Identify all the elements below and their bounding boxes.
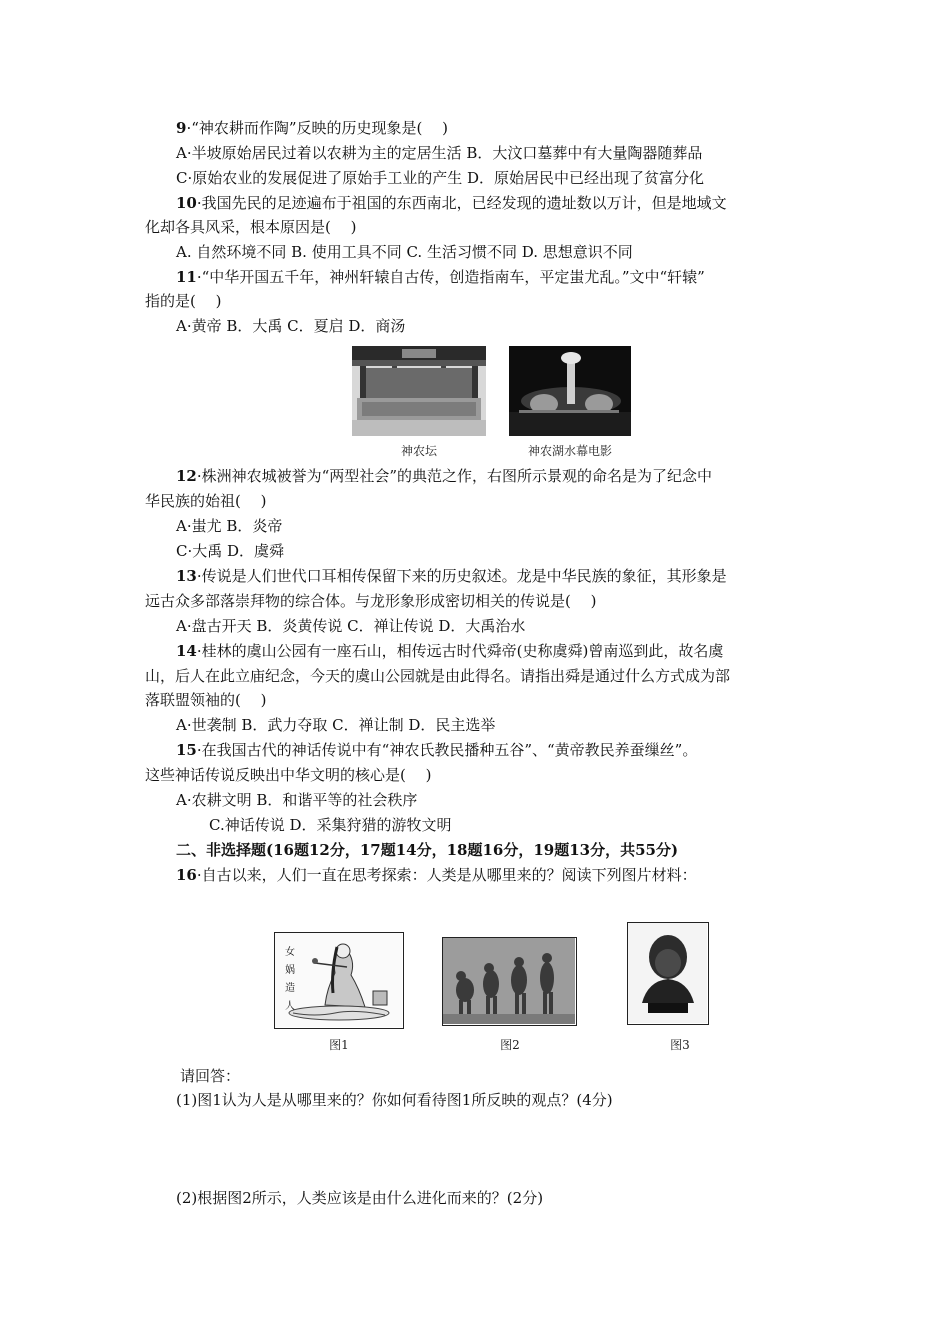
question-16-stem (176, 865, 697, 885)
question-11-stem (176, 267, 705, 287)
fig1-text-char-1: 女 (285, 947, 295, 958)
question-9-options-2: C·原始农业的发展促进了原始手工业的产生 D．原始居民中已经出现了贫富分化 (176, 169, 705, 187)
nuwa-creating-humans-figure (274, 932, 404, 1029)
question-text: ·“神农耕而作陶”反映的历史现象是( ) (186, 119, 449, 137)
question-12-options-2: C·大禹 D．虞舜 (176, 542, 285, 560)
question-text: ·自古以来，人们一直在思考探索：人类是从哪里来的？阅读下列图片材料： (196, 866, 697, 884)
shennong-altar-caption: 神农坛 (400, 444, 437, 458)
question-text: ·我国先民的足迹遍布于祖国的东西南北，已经发现的遗址数以万计，但是地域文 (196, 194, 727, 212)
fig1-text-char-3: 造 (285, 983, 295, 994)
water-screen-caption: 神农湖水幕电影 (527, 444, 612, 458)
question-9-stem (176, 118, 448, 138)
question-9-options-1: A·半坡原始居民过着以农耕为主的定居生活 B．大汶口墓葬中有大量陶器随葬品 (176, 144, 703, 162)
question-number: 10 (176, 194, 197, 212)
shennong-lake-water-screen-photo (509, 346, 631, 436)
question-number: 9 (176, 119, 187, 137)
question-13-stem (176, 566, 727, 586)
question-14-stem-cont: 山，后人在此立庙纪念，今天的虞山公园就是由此得名。请指出舜是通过什么方式成为部 (145, 667, 731, 685)
question-number: 11 (176, 268, 197, 286)
shennong-altar-photo (352, 346, 486, 436)
fig1-text-char-4: 人 (285, 1001, 295, 1012)
figure-1-caption: 图1 (329, 1038, 349, 1052)
answer-prompt: 请回答： (180, 1067, 241, 1085)
question-number: 13 (176, 567, 197, 585)
question-10-stem-cont: 化却各具风采，根本原因是( ) (145, 218, 357, 236)
question-12-stem-cont: 华民族的始祖( ) (145, 492, 267, 510)
question-number: 12 (176, 467, 197, 485)
question-text: ·在我国古代的神话传说中有“神农氏教民播种五谷”、“黄帝教民养蚕缫丝”。 (196, 741, 698, 759)
question-13-options: A·盘古开天 B．炎黄传说 C．禅让传说 D．大禹治水 (176, 617, 526, 635)
question-12-stem (176, 466, 712, 486)
question-10-stem (176, 193, 727, 213)
figure-2-caption: 图2 (500, 1038, 520, 1052)
question-15-stem-cont: 这些神话传说反映出中华文明的核心是( ) (145, 766, 432, 784)
human-evolution-figure (442, 937, 577, 1026)
section-2-heading: 二、非选择题(16题12分，17题14分，18题16分，19题13分，共55分) (176, 841, 679, 859)
question-15-options-2: C.神话传说 D．采集狩猎的游牧文明 (209, 816, 452, 834)
question-10-options: A. 自然环境不同 B. 使用工具不同 C. 生活习惯不同 D. 思想意识不同 (176, 243, 633, 261)
fig1-text-char-2: 娲 (285, 965, 295, 976)
question-11-options: A·黄帝 B．大禹 C．夏启 D．商汤 (176, 317, 406, 335)
question-14-stem (176, 641, 723, 661)
question-14-stem-cont-2: 落联盟领袖的( ) (145, 691, 267, 709)
question-text: ·桂林的虞山公园有一座石山，相传远古时代舜帝(史称虞舜)曾南巡到此，故名虞 (196, 642, 724, 660)
question-12-options-1: A·蚩尤 B．炎帝 (176, 517, 283, 535)
question-14-options: A·世袭制 B．武力夺取 C．禅让制 D．民主选举 (176, 716, 496, 734)
question-11-stem-cont: 指的是( ) (145, 292, 222, 310)
question-number: 14 (176, 642, 197, 660)
question-number: 15 (176, 741, 197, 759)
ancient-human-bust-figure (627, 922, 709, 1025)
sub-question-2: (2)根据图2所示，人类应该是由什么进化而来的？(2分) (176, 1189, 544, 1207)
question-text: ·传说是人们世代口耳相传保留下来的历史叙述。龙是中华民族的象征，其形象是 (196, 567, 727, 585)
figure-3-caption: 图3 (670, 1038, 690, 1052)
sub-question-1: (1)图1认为人是从哪里来的？你如何看待图1所反映的观点？(4分) (176, 1091, 613, 1109)
question-text: ·株洲神农城被誉为“两型社会”的典范之作，右图所示景观的命名是为了纪念中 (196, 467, 712, 485)
question-text: ·“中华开国五千年，神州轩辕自古传，创造指南车，平定蚩尤乱。”文中“轩辕” (196, 268, 705, 286)
question-number: 16 (176, 866, 197, 884)
question-15-stem (176, 740, 697, 760)
question-13-stem-cont: 远古众多部落崇拜物的综合体。与龙形象形成密切相关的传说是( ) (145, 592, 597, 610)
question-15-options-1: A·农耕文明 B．和谐平等的社会秩序 (176, 791, 418, 809)
